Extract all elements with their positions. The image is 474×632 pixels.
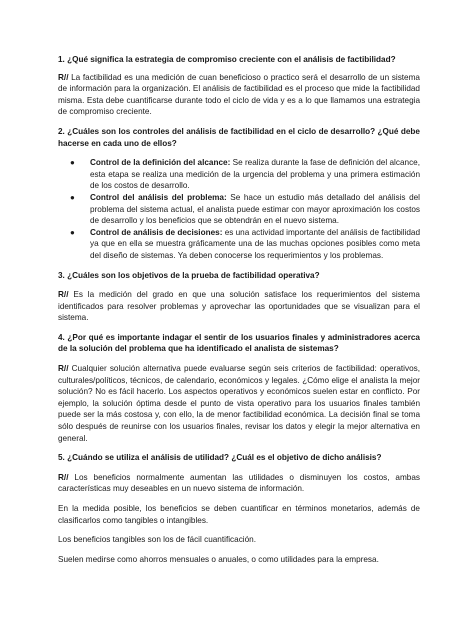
control-item bbox=[70, 192, 421, 227]
control-item bbox=[70, 157, 420, 192]
answer-1 bbox=[58, 72, 420, 118]
control-item-text: es una actividad importante del análisis de factibilidad ya que en ella se muestra gráficamente una de las muchas opciones posibles como meta del diseño de sistemas. Ya deben conocerse los requerimientos y los problemas. bbox=[90, 227, 420, 260]
answer-1-text: La factibilidad es una medición de cuan beneficioso o practico será el desarrollo de un sistema de información para la organización. El análisis de factibilidad es el proceso que mide la factibilidad misma. Esta debe cuantificarse durante todo el ciclo de vida y es a lo que llamamos una estrategia de compromiso creciente. bbox=[58, 72, 420, 117]
question-3: 3. ¿Cuáles son los objetivos de la prueba de factibilidad operativa? bbox=[58, 270, 320, 280]
document-page bbox=[58, 54, 420, 573]
question-5: 5. ¿Cuándo se utiliza el análisis de utilidad? ¿Cuál es el objetivo de dicho análisis? bbox=[58, 453, 382, 463]
bullet-icon: ● bbox=[70, 158, 75, 168]
control-item-text: Se realiza durante la fase de definición del alcance, esta etapa se realiza una medición de la urgencia del problema y una primera estimación de los costos de desarrollo. bbox=[90, 158, 420, 191]
answer-tag: R// bbox=[58, 364, 69, 374]
controls-list bbox=[58, 157, 420, 261]
question-2: 2. ¿Cuáles son los controles del análisis de factibilidad en el ciclo de desarrollo? ¿Qué debe hacerse en cada uno de ellos? bbox=[58, 126, 420, 148]
paragraph: En la medida posible, los beneficios se deben cuantificar en términos monetarios, además de clasificarlos como tangibles o intangibles. bbox=[58, 504, 420, 525]
control-item-title: Control de análisis de decisiones: bbox=[90, 227, 223, 237]
answer-tag: R// bbox=[58, 290, 69, 300]
paragraph: Los beneficios tangibles son los de fácil cuantificación. bbox=[58, 535, 256, 545]
control-item-title: Control del análisis del problema: bbox=[90, 192, 227, 202]
bullet-icon: ● bbox=[70, 192, 75, 202]
bullet-icon: ● bbox=[70, 227, 75, 237]
answer-5-text: Los beneficios normalmente aumentan las utilidades o disminuyen los costos, ambas características muy deseables en un nuevo sistema de información. bbox=[58, 472, 420, 494]
answer-4 bbox=[58, 363, 420, 444]
paragraph: Suelen medirse como ahorros mensuales o anuales, o como utilidades para la empresa. bbox=[58, 554, 379, 564]
answer-3-text: Es la medición del grado en que una solución satisface los requerimientos del sistema identificados para resolver problemas y aprovechar las oportunidades que se visualizan para el sistema. bbox=[58, 290, 420, 323]
answer-tag: R// bbox=[58, 72, 69, 82]
answer-5 bbox=[58, 472, 420, 495]
answer-3 bbox=[58, 289, 420, 324]
control-item bbox=[70, 227, 420, 262]
answer-4-text: Cualquier solución alternativa puede evaluarse según seis criterios de factibilidad: operativos, culturales/políticos, técnicos, de calendario, económicos y legales. ¿Cómo elige el analista la mejor solución? No es fácil hacerlo. Los aspectos operativos y económicos suelen estar en conflicto. Por ejemplo, la solución óptima desde el punto de vista operativo para los usuarios finales también puede ser la más costosa y, con ello, la de menor factibilidad económica. La decisión final se toma sólo después de reunirse con los usuarios finales, revisar los datos y elegir la mejor alternativa en general. bbox=[58, 364, 420, 443]
control-item-text: Se hace un estudio más detallado del análisis del problema del sistema actual, el analista puede estimar con mayor aproximación los costos de desarrollo y los beneficios que se obtendrán en el nuevo sistema. bbox=[90, 192, 421, 226]
answer-tag: R// bbox=[58, 472, 69, 482]
question-4: 4. ¿Por qué es importante indagar el sentir de los usuarios finales y administradores acerca de la solución del problema que ha identificado el analista de sistemas? bbox=[58, 332, 420, 354]
control-item-title: Control de la definición del alcance: bbox=[90, 158, 231, 168]
question-1: 1. ¿Qué significa la estrategia de compromiso creciente con el análisis de factibilidad? bbox=[58, 55, 396, 64]
